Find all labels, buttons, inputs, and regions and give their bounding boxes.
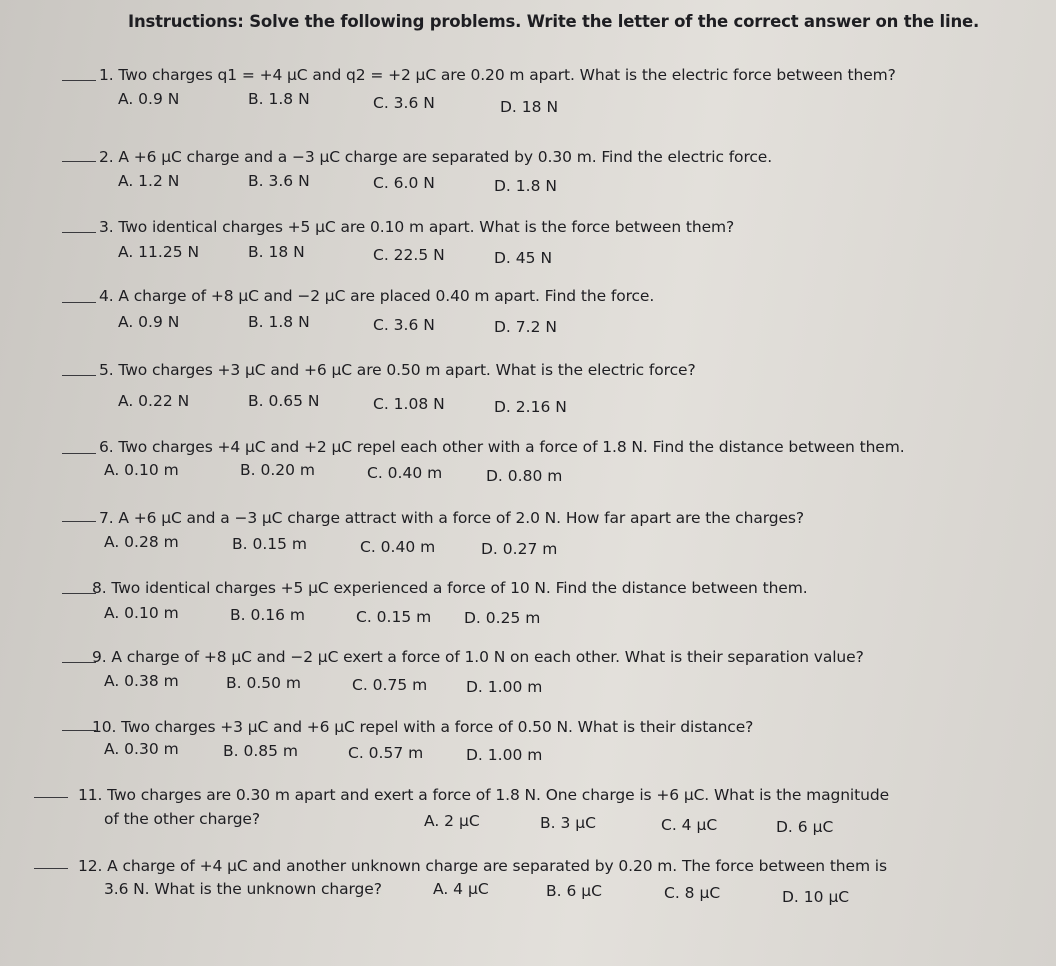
question-11-choice-b: B. 3 μC (540, 814, 596, 832)
answer-line-11[interactable] (34, 797, 68, 798)
question-4-choice-d: D. 7.2 N (494, 318, 557, 336)
question-6-choice-b: B. 0.20 m (240, 461, 316, 479)
answer-line-7[interactable] (62, 521, 96, 522)
question-3-choice-b: B. 18 N (248, 243, 305, 261)
question-2-choice-c: C. 6.0 N (373, 174, 435, 192)
question-2-choice-a: A. 1.2 N (118, 172, 180, 190)
question-6-choice-d: D. 0.80 m (486, 467, 563, 485)
question-7-choice-c: C. 0.40 m (360, 538, 436, 556)
question-1-choice-a: A. 0.9 N (118, 90, 180, 108)
question-5-choice-c: C. 1.08 N (373, 395, 445, 413)
answer-line-8[interactable] (62, 593, 96, 594)
question-6-choice-c: C. 0.40 m (367, 464, 443, 482)
question-3-choice-a: A. 11.25 N (118, 243, 200, 261)
question-9-choice-b: B. 0.50 m (226, 674, 302, 692)
question-9-choice-c: C. 0.75 m (352, 676, 428, 694)
instructions-heading: Instructions: Solve the following problems. Write the letter of the correct answer on the line. (128, 12, 980, 31)
question-11-choice-a: A. 2 μC (424, 812, 480, 830)
question-9-choice-a: A. 0.38 m (104, 672, 179, 690)
question-7-choice-a: A. 0.28 m (104, 533, 179, 551)
question-1-choice-b: B. 1.8 N (248, 90, 310, 108)
question-3-choice-c: C. 22.5 N (373, 246, 445, 264)
question-4-choice-a: A. 0.9 N (118, 313, 180, 331)
question-12-text: 12. A charge of +4 μC and another unknown charge are separated by 0.20 m. The force between them is (78, 857, 887, 875)
question-1-choice-c: C. 3.6 N (373, 94, 435, 112)
question-12-choice-d: D. 10 μC (782, 888, 850, 906)
question-5-text: 5. Two charges +3 μC and +6 μC are 0.50 m apart. What is the electric force? (99, 361, 696, 379)
question-8-text: 8. Two identical charges +5 μC experienced a force of 10 N. Find the distance between them. (92, 579, 808, 597)
question-12-choice-c: C. 8 μC (664, 884, 721, 902)
question-10-choice-b: B. 0.85 m (223, 742, 299, 760)
question-3-text: 3. Two identical charges +5 μC are 0.10 m apart. What is the force between them? (99, 218, 735, 236)
question-7-text: 7. A +6 μC and a −3 μC charge attract with a force of 2.0 N. How far apart are the charges? (99, 509, 805, 527)
question-7-choice-d: D. 0.27 m (481, 540, 558, 558)
question-12-choice-b: B. 6 μC (546, 882, 602, 900)
answer-line-2[interactable] (62, 161, 96, 162)
question-6-text: 6. Two charges +4 μC and +2 μC repel each other with a force of 1.8 N. Find the distance between them. (99, 438, 905, 456)
question-4-text: 4. A charge of +8 μC and −2 μC are placed 0.40 m apart. Find the force. (99, 287, 655, 305)
question-9-choice-d: D. 1.00 m (466, 678, 543, 696)
question-2-choice-d: D. 1.8 N (494, 177, 557, 195)
question-9-text: 9. A charge of +8 μC and −2 μC exert a force of 1.0 N on each other. What is their separation value? (92, 648, 864, 666)
question-8-choice-a: A. 0.10 m (104, 604, 179, 622)
question-5-choice-b: B. 0.65 N (248, 392, 320, 410)
answer-line-3[interactable] (62, 232, 96, 233)
question-12-choice-a: A. 4 μC (433, 880, 489, 898)
question-10-choice-c: C. 0.57 m (348, 744, 424, 762)
question-12-text-line2: 3.6 N. What is the unknown charge? (104, 880, 382, 898)
question-8-choice-c: C. 0.15 m (356, 608, 432, 626)
answer-line-12[interactable] (34, 868, 68, 869)
question-2-text: 2. A +6 μC charge and a −3 μC charge are separated by 0.30 m. Find the electric force. (99, 148, 773, 166)
question-11-text: 11. Two charges are 0.30 m apart and exert a force of 1.8 N. One charge is +6 μC. What is the magnitude (78, 786, 890, 804)
question-4-choice-b: B. 1.8 N (248, 313, 310, 331)
question-3-choice-d: D. 45 N (494, 249, 553, 267)
question-10-text: 10. Two charges +3 μC and +6 μC repel with a force of 0.50 N. What is their distance? (92, 718, 754, 736)
question-8-choice-b: B. 0.16 m (230, 606, 306, 624)
answer-line-1[interactable] (62, 80, 96, 81)
question-2-choice-b: B. 3.6 N (248, 172, 310, 190)
question-7-choice-b: B. 0.15 m (232, 535, 308, 553)
question-5-choice-d: D. 2.16 N (494, 398, 567, 416)
question-11-text-line2: of the other charge? (104, 810, 260, 828)
answer-line-4[interactable] (62, 302, 96, 303)
answer-line-10[interactable] (62, 730, 96, 731)
question-6-choice-a: A. 0.10 m (104, 461, 179, 479)
question-10-choice-a: A. 0.30 m (104, 740, 179, 758)
answer-line-9[interactable] (62, 662, 96, 663)
question-4-choice-c: C. 3.6 N (373, 316, 435, 334)
answer-line-5[interactable] (62, 375, 96, 376)
question-11-choice-c: C. 4 μC (661, 816, 718, 834)
question-5-choice-a: A. 0.22 N (118, 392, 190, 410)
question-1-choice-d: D. 18 N (500, 98, 559, 116)
question-1-text: 1. Two charges q1 = +4 μC and q2 = +2 μC are 0.20 m apart. What is the electric force between them? (99, 66, 896, 84)
question-10-choice-d: D. 1.00 m (466, 746, 543, 764)
question-8-choice-d: D. 0.25 m (464, 609, 541, 627)
question-11-choice-d: D. 6 μC (776, 818, 834, 836)
answer-line-6[interactable] (62, 453, 96, 454)
